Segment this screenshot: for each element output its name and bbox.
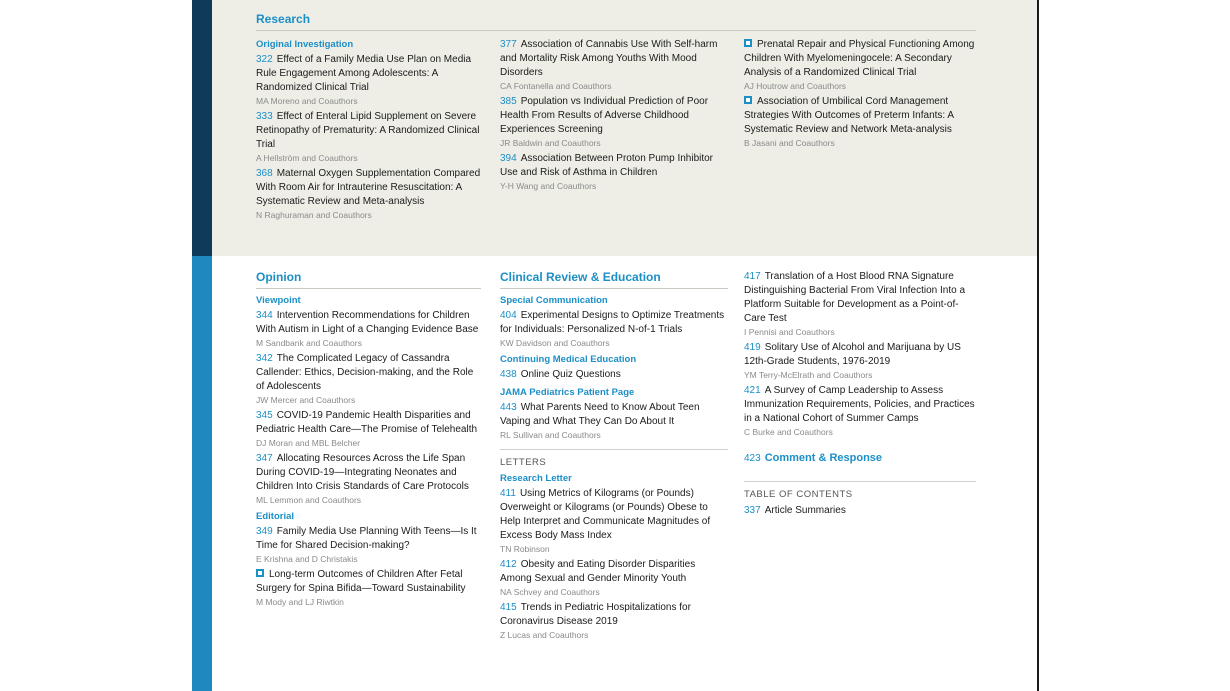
page-number: 394 — [500, 153, 517, 164]
research-heading: Research — [256, 12, 311, 26]
page-number: 345 — [256, 410, 273, 421]
article-authors: M Sandbank and Coauthors — [256, 338, 362, 348]
online-only-icon — [256, 569, 264, 577]
article-authors: CA Fontanella and Coauthors — [500, 81, 612, 91]
article-title: Solitary Use of Alcohol and Marijuana by US 12th-Grade Students, 1976-2019 — [744, 342, 961, 367]
clinical-rule — [500, 288, 728, 289]
page-number: 385 — [500, 96, 517, 107]
research-rule — [256, 30, 976, 31]
page-number: 377 — [500, 39, 517, 50]
page-number: 412 — [500, 559, 517, 570]
editorial-label: Editorial — [256, 511, 295, 522]
article-title: Association of Umbilical Cord Management Strategies With Outcomes of Preterm Infants: A Systematic Review and Network Meta-analysis — [744, 96, 954, 135]
article-entry[interactable] — [500, 487, 728, 555]
article-authors: E Krishna and D Christakis — [256, 554, 358, 564]
article-entry[interactable] — [744, 38, 976, 92]
article-title: Association of Cannabis Use With Self-harm and Mortality Risk Among Youths With Mood Disorders — [500, 39, 718, 78]
page-number: 344 — [256, 310, 273, 321]
article-entry[interactable] — [256, 167, 481, 221]
cme-label: Continuing Medical Education — [500, 354, 637, 365]
article-authors: Z Lucas and Coauthors — [500, 630, 589, 640]
research-col-3 — [744, 38, 976, 152]
original-investigation-label: Original Investigation — [256, 39, 354, 50]
special-communication-label: Special Communication — [500, 295, 608, 306]
article-authors: I Pennisi and Coauthors — [744, 327, 835, 337]
toc-page — [192, 0, 1039, 691]
page-number: 368 — [256, 168, 273, 179]
right-col — [744, 270, 976, 521]
article-title: Using Metrics of Kilograms (or Pounds) Overweight or Kilograms (or Pounds) Obese to Help Interpret and Communicate Magnitudes of Excess Body Mass Index — [500, 488, 711, 541]
opinion-rule — [256, 288, 481, 289]
article-title: Trends in Pediatric Hospitalizations for Coronavirus Disease 2019 — [500, 602, 691, 627]
toc-label: TABLE OF CONTENTS — [744, 481, 976, 502]
article-title: Translation of a Host Blood RNA Signature Distinguishing Bacterial From Viral Infection Into a Platform Suitable for Development as a Point-of-Care Test — [744, 271, 966, 324]
clinical-heading: Clinical Review & Education — [500, 270, 661, 284]
page-number: 404 — [500, 310, 517, 321]
article-entry[interactable] — [500, 38, 728, 92]
article-title: The Complicated Legacy of Cassandra Callender: Ethics, Decision-making, and the Role of Adolescents — [256, 353, 474, 392]
online-only-icon — [744, 39, 752, 47]
article-title: A Survey of Camp Leadership to Assess Immunization Requirements, Policies, and Practices in a National Cohort of Summer Camps — [744, 385, 975, 424]
article-entry[interactable] — [500, 368, 728, 382]
article-authors: Y-H Wang and Coauthors — [500, 181, 597, 191]
comment-response-label: Comment & Response — [764, 452, 883, 464]
article-entry[interactable] — [256, 409, 481, 449]
opinion-heading: Opinion — [256, 270, 302, 284]
article-authors: YM Terry-McElrath and Coauthors — [744, 370, 873, 380]
article-title: Maternal Oxygen Supplementation Compared With Room Air for Intrauterine Resuscitation: A Systematic Review and Meta-analysis — [256, 168, 481, 207]
page-number: 419 — [744, 342, 761, 353]
article-entry[interactable] — [256, 568, 481, 608]
research-col-1 — [256, 38, 481, 224]
article-entry[interactable] — [256, 309, 481, 349]
article-title: Experimental Designs to Optimize Treatments for Individuals: Personalized N-of-1 Trials — [500, 310, 725, 335]
article-authors: JR Baldwin and Coauthors — [500, 138, 601, 148]
page-number: 415 — [500, 602, 517, 613]
article-title: Effect of a Family Media Use Plan on Media Rule Engagement Among Adolescents: A Randomized Clinical Trial — [256, 54, 472, 93]
article-authors: NA Schvey and Coauthors — [500, 587, 600, 597]
page-number: 342 — [256, 353, 273, 364]
article-entry[interactable] — [500, 152, 728, 192]
article-authors: DJ Moran and MBL Belcher — [256, 438, 361, 448]
article-title: Population vs Individual Prediction of Poor Health From Results of Adverse Childhood Experiences Screening — [500, 96, 709, 135]
page-number: 417 — [744, 271, 761, 282]
article-authors: B Jasani and Coauthors — [744, 138, 835, 148]
article-title: Online Quiz Questions — [520, 369, 621, 380]
comment-response-entry[interactable] — [744, 451, 976, 466]
article-entry[interactable] — [256, 352, 481, 406]
research-col-2 — [500, 38, 728, 195]
article-entry[interactable] — [500, 309, 728, 349]
letters-label: LETTERS — [500, 449, 728, 470]
page-number: 349 — [256, 526, 273, 537]
article-entry[interactable] — [256, 53, 481, 107]
article-authors: C Burke and Coauthors — [744, 427, 833, 437]
page-number: 337 — [744, 505, 761, 516]
article-entry[interactable] — [744, 384, 976, 438]
article-entry[interactable] — [256, 452, 481, 506]
article-title: What Parents Need to Know About Teen Vaping and What They Can Do About It — [500, 402, 700, 427]
article-authors: RL Sullivan and Coauthors — [500, 430, 601, 440]
page-number: 423 — [744, 453, 761, 464]
research-side-stripe — [192, 0, 212, 256]
clinical-col — [500, 294, 728, 644]
article-entry[interactable] — [500, 95, 728, 149]
article-entry[interactable] — [744, 270, 976, 338]
page-number: 322 — [256, 54, 273, 65]
research-letter-label: Research Letter — [500, 473, 572, 484]
article-authors: A Hellström and Coauthors — [256, 153, 358, 163]
page-number: 443 — [500, 402, 517, 413]
article-summaries-entry[interactable] — [744, 504, 976, 518]
viewpoint-label: Viewpoint — [256, 295, 301, 306]
article-entry[interactable] — [744, 95, 976, 149]
article-entry[interactable] — [500, 558, 728, 598]
page-number: 347 — [256, 453, 273, 464]
article-summaries-title: Article Summaries — [764, 505, 846, 516]
lower-side-stripe — [192, 256, 212, 691]
article-authors: M Mody and LJ Riwtkin — [256, 597, 344, 607]
article-authors: MA Moreno and Coauthors — [256, 96, 358, 106]
article-title: Intervention Recommendations for Children With Autism in Light of a Changing Evidence Base — [256, 310, 479, 335]
article-title: Allocating Resources Across the Life Span During COVID-19—Integrating Neonates and Children Into Crisis Standards of Care Protocols — [256, 453, 469, 492]
article-authors: AJ Houtrow and Coauthors — [744, 81, 847, 91]
page-number: 438 — [500, 369, 517, 380]
article-entry[interactable] — [500, 601, 728, 641]
page-number: 421 — [744, 385, 761, 396]
article-title: Association Between Proton Pump Inhibitor Use and Risk of Asthma in Children — [500, 153, 714, 178]
patient-page-label: JAMA Pediatrics Patient Page — [500, 387, 635, 398]
article-title: Family Media Use Planning With Teens—Is It Time for Shared Decision-making? — [256, 526, 477, 551]
page-number: 411 — [500, 488, 516, 499]
article-title: COVID-19 Pandemic Health Disparities and Pediatric Health Care—The Promise of Telehealth — [256, 410, 478, 435]
article-authors: ML Lemmon and Coauthors — [256, 495, 362, 505]
page-number: 333 — [256, 111, 273, 122]
article-authors: TN Robinson — [500, 544, 550, 554]
article-entry[interactable] — [500, 401, 728, 441]
opinion-col — [256, 294, 481, 611]
article-title: Obesity and Eating Disorder Disparities Among Sexual and Gender Minority Youth — [500, 559, 696, 584]
article-entry[interactable] — [256, 110, 481, 164]
article-authors: N Raghuraman and Coauthors — [256, 210, 372, 220]
article-authors: KW Davidson and Coauthors — [500, 338, 610, 348]
article-entry[interactable] — [744, 341, 976, 381]
online-only-icon — [744, 96, 752, 104]
article-title: Effect of Enteral Lipid Supplement on Severe Retinopathy of Prematurity: A Randomized Clinical Trial — [256, 111, 480, 150]
article-title: Prenatal Repair and Physical Functioning Among Children With Myelomeningocele: A Secondary Analysis of a Randomized Clinical Trial — [744, 39, 975, 78]
article-title: Long-term Outcomes of Children After Fetal Surgery for Spina Bifida—Toward Sustainability — [256, 569, 466, 594]
article-entry[interactable] — [256, 525, 481, 565]
article-authors: JW Mercer and Coauthors — [256, 395, 356, 405]
